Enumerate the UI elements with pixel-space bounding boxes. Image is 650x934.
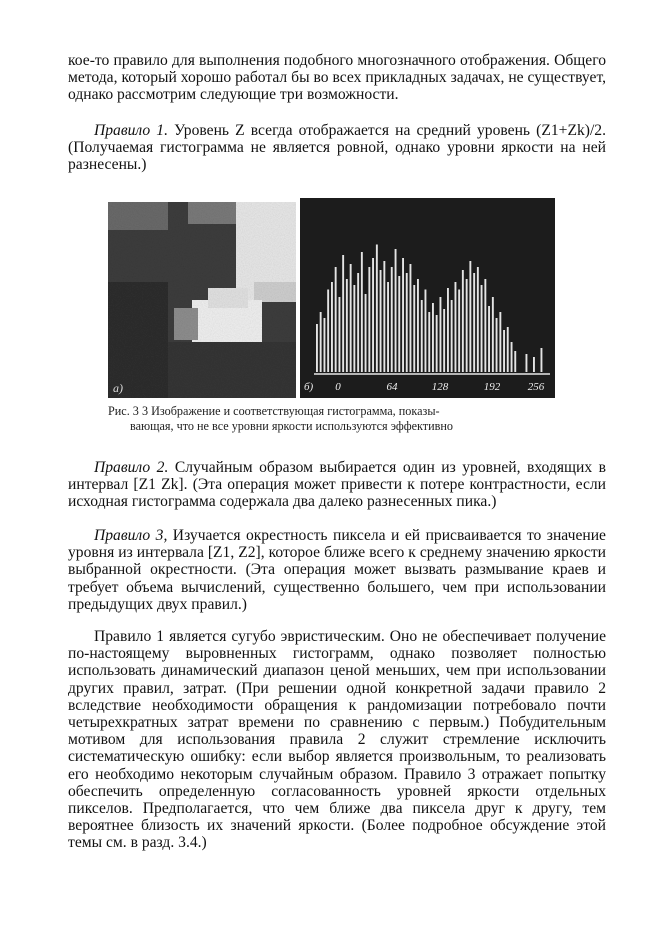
histogram-chart [300, 198, 555, 398]
histogram-bar [492, 297, 494, 372]
histogram-bar [353, 285, 355, 372]
histogram-bar [507, 327, 509, 372]
histogram-bar [327, 290, 329, 373]
histogram-tick-label: 256 [527, 381, 545, 393]
intro-paragraph: кое-то правило для выполнения подобного многозначного отображения. Общего метода, который хорошо работал бы во всех прикладных задачах, не существует, однако рассмотрим следующие три возможности. [68, 52, 606, 104]
histogram-bar [451, 300, 453, 372]
histogram-tick-label: 0 [335, 381, 341, 393]
histogram-bar [395, 249, 397, 372]
histogram-bar [387, 282, 389, 372]
histogram-bar [357, 273, 359, 372]
figure-caption [108, 404, 556, 433]
histogram-bar [440, 297, 442, 372]
histogram-bar [316, 324, 318, 372]
histogram-bar [473, 273, 475, 372]
rule-3-paragraph [68, 527, 606, 613]
histogram-bar [425, 290, 427, 373]
histogram-tick-label: 64 [386, 381, 398, 393]
caption-line-2: вающая, что не все уровни яркости используются эффективно [130, 418, 453, 433]
figure-image [108, 202, 296, 398]
histogram-bar [477, 267, 479, 372]
histogram-bar [432, 303, 434, 372]
histogram-bar [391, 267, 393, 372]
histogram-bar [499, 312, 501, 372]
histogram-bar [398, 276, 400, 372]
histogram-bar [380, 270, 382, 372]
histogram-bar [406, 273, 408, 372]
histogram-bar [402, 258, 404, 372]
histogram-bar [526, 354, 528, 372]
histogram-bar [458, 290, 460, 373]
rule-1-text: Уровень Z всегда отображается на средний уровень (Z1+Zk)/2. (Получаемая гистограмма не является ровной, однако уровни яркости на ней разнесены.) [68, 122, 606, 174]
histogram-bar [376, 245, 378, 373]
rule-2-text: Случайным образом выбирается один из уровней, входящих в интервал [Z1 Zk]. (Эта операция может привести к потере контрастности, если исходная гистограмма содержала два далеко разнесенных пика.) [68, 459, 606, 511]
histogram-bar [447, 288, 449, 372]
figure-image-panel [108, 202, 296, 398]
histogram-bar [488, 306, 490, 372]
histogram-bar [320, 312, 322, 372]
histogram-bar [346, 279, 348, 372]
rule-1-label: Правило 1. [94, 122, 169, 139]
rule-3-label: Правило 3, [94, 527, 168, 544]
histogram-bar [350, 264, 352, 372]
discussion-paragraph: Правило 1 является сугубо эвристическим. Оно не обеспечивает получение по-настоящему выровненных гистограмм, однако позволяет полностью использовать динамический диапазон ценой меньших, чем при использовании других правил, затрат. (При решении одной конкретной задачи правило 2 вследствие необходимости обращения к рандомизации потребовало почти четырехкратных затрат времени по сравнению с первым.) Побудительным мотивом для использования правила 2 служит стремление исключить систематическую ошибку: если выбор является произвольным, то реализовать его необходимо некоторым случайным образом. Правило 3 отражает попытку обеспечить определенную согласованность уровней яркости отдельных пикселов. Предполагается, что чем ближе два пиксела друг к другу, тем вероятнее близость их значений яркости. (Более подробное обсуждение этой темы см. в разд. 3.4.) [68, 628, 606, 852]
rule-1-paragraph [68, 122, 606, 174]
histogram-bar [410, 264, 412, 372]
histogram-bar [339, 297, 341, 372]
histogram-bar [331, 282, 333, 372]
rule-2-label: Правило 2. [94, 459, 169, 476]
histogram-bar [361, 252, 363, 372]
caption-line-1: Рис. 3 3 Изображение и соответствующая гистограмма, показы- [108, 404, 440, 418]
histogram-bar [541, 348, 543, 372]
histogram-bar [443, 309, 445, 372]
rule-2-paragraph [68, 459, 606, 511]
histogram-bar [428, 312, 430, 372]
histogram-bar [503, 330, 505, 372]
histogram-bar [481, 285, 483, 372]
histogram-bar [417, 279, 419, 372]
histogram-bar [324, 318, 326, 372]
histogram-bar [511, 342, 513, 372]
histogram-bar [368, 267, 370, 372]
histogram-bar [436, 315, 438, 372]
rule-3-text: Изучается окрестность пиксела и ей присваивается то значение уровня из интервала [Z1, Z2], которое ближе всего к среднему значению яркости выбранной окрестности. (Эта операция может вызвать размывание краев и требует объема вычислений, существенно большего, чем при использовании предыдущих двух правил.) [68, 527, 606, 613]
histogram-bar [484, 279, 486, 372]
histogram-tick-label: 192 [483, 381, 501, 393]
histogram-bar [365, 294, 367, 372]
histogram-bar [462, 270, 464, 372]
histogram-bar [514, 351, 516, 372]
histogram-bar [372, 258, 374, 372]
histogram-bar [421, 300, 423, 372]
histogram-bar [335, 267, 337, 372]
histogram-bar [455, 282, 457, 372]
histogram-bar [496, 318, 498, 372]
figure-left-label: а) [113, 381, 123, 395]
histogram-bar [466, 279, 468, 372]
figure-right-label: б) [304, 381, 314, 393]
histogram-bar [342, 255, 344, 372]
histogram-panel [300, 198, 555, 398]
histogram-tick-label: 128 [431, 381, 449, 393]
histogram-bar [413, 285, 415, 372]
histogram-bar [383, 261, 385, 372]
histogram-bar [533, 357, 535, 372]
histogram-bar [469, 261, 471, 372]
